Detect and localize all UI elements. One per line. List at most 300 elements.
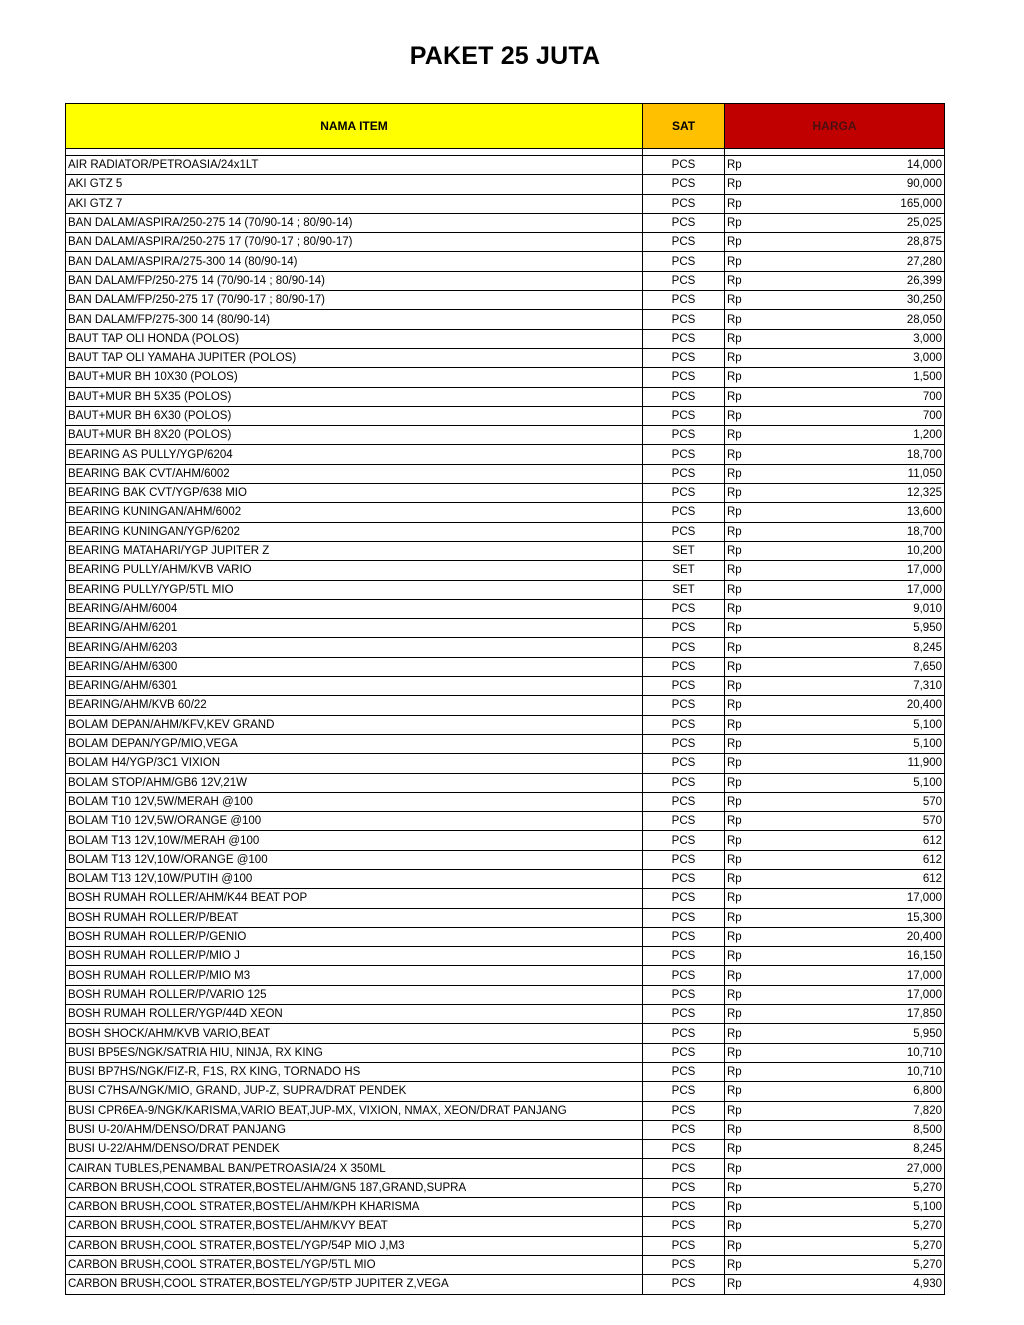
- currency-cell: Rp: [725, 233, 755, 252]
- table-row: [66, 233, 945, 252]
- item-price-cell: 7,650: [755, 657, 945, 676]
- item-unit-cell: PCS: [643, 175, 725, 194]
- item-unit-cell: PCS: [643, 985, 725, 1004]
- table-row: [66, 522, 945, 541]
- table-row: [66, 734, 945, 753]
- table-row: [66, 1120, 945, 1139]
- item-name-cell: BOSH RUMAH ROLLER/P/MIO J: [66, 947, 643, 966]
- item-name-cell: BOLAM DEPAN/AHM/KFV,KEV GRAND: [66, 715, 643, 734]
- item-unit-cell: PCS: [643, 445, 725, 464]
- item-price-cell: 5,950: [755, 1024, 945, 1043]
- currency-cell: Rp: [725, 156, 755, 175]
- currency-cell: Rp: [725, 1120, 755, 1139]
- item-unit-cell: PCS: [643, 889, 725, 908]
- item-price-cell: 700: [755, 387, 945, 406]
- table-row: [66, 1275, 945, 1294]
- item-price-cell: 18,700: [755, 445, 945, 464]
- currency-cell: Rp: [725, 1236, 755, 1255]
- item-name-cell: BEARING/AHM/6201: [66, 619, 643, 638]
- currency-cell: Rp: [725, 406, 755, 425]
- item-name-cell: BEARING MATAHARI/YGP JUPITER Z: [66, 541, 643, 560]
- item-unit-cell: PCS: [643, 213, 725, 232]
- item-name-cell: BUSI U-20/AHM/DENSO/DRAT PANJANG: [66, 1120, 643, 1139]
- item-name-cell: BOLAM STOP/AHM/GB6 12V,21W: [66, 773, 643, 792]
- currency-cell: Rp: [725, 503, 755, 522]
- currency-cell: Rp: [725, 985, 755, 1004]
- table-row: [66, 927, 945, 946]
- item-unit-cell: PCS: [643, 1159, 725, 1178]
- currency-cell: Rp: [725, 927, 755, 946]
- item-unit-cell: PCS: [643, 1062, 725, 1081]
- item-name-cell: BAN DALAM/ASPIRA/250-275 14 (70/90-14 ; 80/90-14): [66, 213, 643, 232]
- table-row: [66, 812, 945, 831]
- item-unit-cell: PCS: [643, 271, 725, 290]
- item-unit-cell: PCS: [643, 966, 725, 985]
- item-name-cell: BOSH RUMAH ROLLER/P/BEAT: [66, 908, 643, 927]
- table-row: [66, 175, 945, 194]
- item-price-cell: 570: [755, 792, 945, 811]
- item-name-cell: BOSH RUMAH ROLLER/P/VARIO 125: [66, 985, 643, 1004]
- item-price-cell: 7,820: [755, 1101, 945, 1120]
- item-price-cell: 17,850: [755, 1005, 945, 1024]
- item-price-cell: 28,875: [755, 233, 945, 252]
- item-unit-cell: PCS: [643, 1120, 725, 1139]
- item-price-cell: 5,270: [755, 1236, 945, 1255]
- item-price-cell: 3,000: [755, 348, 945, 367]
- item-unit-cell: PCS: [643, 734, 725, 753]
- item-unit-cell: PCS: [643, 368, 725, 387]
- table-row: [66, 1062, 945, 1081]
- item-unit-cell: PCS: [643, 773, 725, 792]
- item-name-cell: AIR RADIATOR/PETROASIA/24x1LT: [66, 156, 643, 175]
- item-unit-cell: PCS: [643, 1043, 725, 1062]
- item-price-cell: 13,600: [755, 503, 945, 522]
- table-row: [66, 1217, 945, 1236]
- header-harga: HARGA: [725, 104, 945, 149]
- item-unit-cell: PCS: [643, 869, 725, 888]
- currency-cell: Rp: [725, 522, 755, 541]
- item-unit-cell: PCS: [643, 484, 725, 503]
- currency-cell: Rp: [725, 1198, 755, 1217]
- item-price-cell: 3,000: [755, 329, 945, 348]
- table-row: [66, 348, 945, 367]
- price-table: [65, 103, 945, 1295]
- item-unit-cell: PCS: [643, 715, 725, 734]
- currency-cell: Rp: [725, 734, 755, 753]
- item-price-cell: 27,280: [755, 252, 945, 271]
- currency-cell: Rp: [725, 1043, 755, 1062]
- currency-cell: Rp: [725, 1024, 755, 1043]
- currency-cell: Rp: [725, 252, 755, 271]
- item-price-cell: 26,399: [755, 271, 945, 290]
- item-price-cell: 10,710: [755, 1043, 945, 1062]
- item-unit-cell: PCS: [643, 947, 725, 966]
- table-row: [66, 1005, 945, 1024]
- currency-cell: Rp: [725, 908, 755, 927]
- currency-cell: Rp: [725, 1062, 755, 1081]
- item-name-cell: BOSH RUMAH ROLLER/P/MIO M3: [66, 966, 643, 985]
- item-unit-cell: PCS: [643, 252, 725, 271]
- table-row: [66, 445, 945, 464]
- item-name-cell: CARBON BRUSH,COOL STRATER,BOSTEL/AHM/GN5 187,GRAND,SUPRA: [66, 1178, 643, 1197]
- currency-cell: Rp: [725, 291, 755, 310]
- currency-cell: Rp: [725, 889, 755, 908]
- table-row: [66, 1198, 945, 1217]
- item-price-cell: 12,325: [755, 484, 945, 503]
- table-row: [66, 947, 945, 966]
- item-unit-cell: PCS: [643, 1101, 725, 1120]
- item-price-cell: 5,270: [755, 1178, 945, 1197]
- table-row: [66, 368, 945, 387]
- item-unit-cell: PCS: [643, 1178, 725, 1197]
- currency-cell: Rp: [725, 657, 755, 676]
- item-unit-cell: PCS: [643, 812, 725, 831]
- currency-cell: Rp: [725, 792, 755, 811]
- item-unit-cell: PCS: [643, 1198, 725, 1217]
- item-price-cell: 5,100: [755, 734, 945, 753]
- item-price-cell: 16,150: [755, 947, 945, 966]
- table-row: [66, 310, 945, 329]
- item-unit-cell: PCS: [643, 619, 725, 638]
- item-name-cell: AKI GTZ 7: [66, 194, 643, 213]
- item-name-cell: BOLAM H4/YGP/3C1 VIXION: [66, 754, 643, 773]
- item-name-cell: AKI GTZ 5: [66, 175, 643, 194]
- header-nama-item: NAMA ITEM: [66, 104, 643, 149]
- table-row: [66, 156, 945, 175]
- table-row: [66, 831, 945, 850]
- item-name-cell: BOLAM T13 12V,10W/ORANGE @100: [66, 850, 643, 869]
- item-price-cell: 11,050: [755, 464, 945, 483]
- table-row: [66, 657, 945, 676]
- item-price-cell: 17,000: [755, 580, 945, 599]
- item-name-cell: BOSH RUMAH ROLLER/YGP/44D XEON: [66, 1005, 643, 1024]
- item-unit-cell: PCS: [643, 1140, 725, 1159]
- item-name-cell: BEARING/AHM/6203: [66, 638, 643, 657]
- item-unit-cell: PCS: [643, 1255, 725, 1274]
- item-price-cell: 9,010: [755, 599, 945, 618]
- page-title: PAKET 25 JUTA: [409, 42, 601, 70]
- item-price-cell: 8,245: [755, 638, 945, 657]
- currency-cell: Rp: [725, 677, 755, 696]
- item-price-cell: 700: [755, 406, 945, 425]
- item-unit-cell: PCS: [643, 927, 725, 946]
- item-name-cell: BOSH RUMAH ROLLER/P/GENIO: [66, 927, 643, 946]
- item-price-cell: 90,000: [755, 175, 945, 194]
- table-row: [66, 387, 945, 406]
- item-unit-cell: PCS: [643, 1082, 725, 1101]
- table-body: [66, 149, 945, 1295]
- item-price-cell: 14,000: [755, 156, 945, 175]
- table-row: [66, 406, 945, 425]
- item-price-cell: 25,025: [755, 213, 945, 232]
- table-row: [66, 908, 945, 927]
- currency-cell: Rp: [725, 1178, 755, 1197]
- header-row: [66, 104, 945, 149]
- item-name-cell: BEARING/AHM/KVB 60/22: [66, 696, 643, 715]
- table-row: [66, 1159, 945, 1178]
- table-row: [66, 213, 945, 232]
- item-unit-cell: PCS: [643, 194, 725, 213]
- item-price-cell: 17,000: [755, 985, 945, 1004]
- item-price-cell: 20,400: [755, 927, 945, 946]
- item-unit-cell: PCS: [643, 310, 725, 329]
- item-name-cell: BOSH SHOCK/AHM/KVB VARIO,BEAT: [66, 1024, 643, 1043]
- item-price-cell: 17,000: [755, 561, 945, 580]
- item-unit-cell: PCS: [643, 233, 725, 252]
- item-price-cell: 570: [755, 812, 945, 831]
- table-row: [66, 696, 945, 715]
- item-price-cell: 7,310: [755, 677, 945, 696]
- currency-cell: Rp: [725, 638, 755, 657]
- item-unit-cell: PCS: [643, 1217, 725, 1236]
- currency-cell: Rp: [725, 561, 755, 580]
- item-price-cell: 612: [755, 869, 945, 888]
- currency-cell: Rp: [725, 966, 755, 985]
- item-name-cell: BAUT+MUR BH 5X35 (POLOS): [66, 387, 643, 406]
- table-row: [66, 1178, 945, 1197]
- item-unit-cell: PCS: [643, 638, 725, 657]
- currency-cell: Rp: [725, 773, 755, 792]
- table-row: [66, 677, 945, 696]
- currency-cell: Rp: [725, 580, 755, 599]
- currency-cell: Rp: [725, 175, 755, 194]
- item-price-cell: 5,950: [755, 619, 945, 638]
- item-unit-cell: PCS: [643, 503, 725, 522]
- item-price-cell: 17,000: [755, 966, 945, 985]
- item-unit-cell: SET: [643, 580, 725, 599]
- spacer-row: [66, 149, 945, 156]
- table-row: [66, 1255, 945, 1274]
- item-name-cell: BEARING PULLY/AHM/KVB VARIO: [66, 561, 643, 580]
- item-price-cell: 11,900: [755, 754, 945, 773]
- item-unit-cell: PCS: [643, 599, 725, 618]
- table-row: [66, 291, 945, 310]
- table-row: [66, 792, 945, 811]
- item-unit-cell: PCS: [643, 522, 725, 541]
- currency-cell: Rp: [725, 368, 755, 387]
- currency-cell: Rp: [725, 329, 755, 348]
- item-name-cell: BUSI BP7HS/NGK/FIZ-R, F1S, RX KING, TORNADO HS: [66, 1062, 643, 1081]
- table-row: [66, 985, 945, 1004]
- currency-cell: Rp: [725, 348, 755, 367]
- currency-cell: Rp: [725, 1101, 755, 1120]
- table-row: [66, 889, 945, 908]
- item-unit-cell: SET: [643, 561, 725, 580]
- item-unit-cell: PCS: [643, 677, 725, 696]
- item-unit-cell: PCS: [643, 908, 725, 927]
- table-row: [66, 1140, 945, 1159]
- item-unit-cell: PCS: [643, 696, 725, 715]
- item-name-cell: BOLAM T13 12V,10W/MERAH @100: [66, 831, 643, 850]
- item-price-cell: 5,100: [755, 773, 945, 792]
- table-row: [66, 773, 945, 792]
- item-price-cell: 5,100: [755, 715, 945, 734]
- currency-cell: Rp: [725, 426, 755, 445]
- item-unit-cell: PCS: [643, 1236, 725, 1255]
- item-name-cell: BEARING/AHM/6004: [66, 599, 643, 618]
- table-row: [66, 715, 945, 734]
- currency-cell: Rp: [725, 1005, 755, 1024]
- table-row: [66, 541, 945, 560]
- item-name-cell: CARBON BRUSH,COOL STRATER,BOSTEL/AHM/KVY BEAT: [66, 1217, 643, 1236]
- table-row: [66, 619, 945, 638]
- item-price-cell: 165,000: [755, 194, 945, 213]
- item-name-cell: BAUT+MUR BH 10X30 (POLOS): [66, 368, 643, 387]
- currency-cell: Rp: [725, 1140, 755, 1159]
- item-name-cell: BOLAM DEPAN/YGP/MIO,VEGA: [66, 734, 643, 753]
- item-price-cell: 1,500: [755, 368, 945, 387]
- item-price-cell: 27,000: [755, 1159, 945, 1178]
- table-row: [66, 1101, 945, 1120]
- currency-cell: Rp: [725, 1159, 755, 1178]
- currency-cell: Rp: [725, 194, 755, 213]
- currency-cell: Rp: [725, 812, 755, 831]
- header-sat: SAT: [643, 104, 725, 149]
- item-price-cell: 18,700: [755, 522, 945, 541]
- item-unit-cell: PCS: [643, 329, 725, 348]
- table-row: [66, 426, 945, 445]
- table-row: [66, 580, 945, 599]
- item-unit-cell: PCS: [643, 426, 725, 445]
- currency-cell: Rp: [725, 213, 755, 232]
- table-row: [66, 599, 945, 618]
- currency-cell: Rp: [725, 850, 755, 869]
- table-row: [66, 561, 945, 580]
- item-price-cell: 20,400: [755, 696, 945, 715]
- table-row: [66, 1024, 945, 1043]
- item-name-cell: CARBON BRUSH,COOL STRATER,BOSTEL/YGP/5TP JUPITER Z,VEGA: [66, 1275, 643, 1294]
- table-row: [66, 271, 945, 290]
- item-name-cell: BEARING/AHM/6301: [66, 677, 643, 696]
- currency-cell: Rp: [725, 947, 755, 966]
- currency-cell: Rp: [725, 754, 755, 773]
- table-row: [66, 503, 945, 522]
- currency-cell: Rp: [725, 387, 755, 406]
- currency-cell: Rp: [725, 445, 755, 464]
- currency-cell: Rp: [725, 1082, 755, 1101]
- item-name-cell: BAN DALAM/FP/250-275 14 (70/90-14 ; 80/90-14): [66, 271, 643, 290]
- item-name-cell: BAUT TAP OLI HONDA (POLOS): [66, 329, 643, 348]
- currency-cell: Rp: [725, 869, 755, 888]
- item-name-cell: CAIRAN TUBLES,PENAMBAL BAN/PETROASIA/24 X 350ML: [66, 1159, 643, 1178]
- table-row: [66, 329, 945, 348]
- table-row: [66, 869, 945, 888]
- table-row: [66, 638, 945, 657]
- item-price-cell: 6,800: [755, 1082, 945, 1101]
- currency-cell: Rp: [725, 310, 755, 329]
- item-name-cell: CARBON BRUSH,COOL STRATER,BOSTEL/YGP/5TL MIO: [66, 1255, 643, 1274]
- item-unit-cell: PCS: [643, 291, 725, 310]
- currency-cell: Rp: [725, 484, 755, 503]
- item-price-cell: 8,245: [755, 1140, 945, 1159]
- item-price-cell: 10,200: [755, 541, 945, 560]
- currency-cell: Rp: [725, 1275, 755, 1294]
- item-unit-cell: PCS: [643, 348, 725, 367]
- item-unit-cell: PCS: [643, 387, 725, 406]
- table-row: [66, 1236, 945, 1255]
- table-row: [66, 194, 945, 213]
- table-row: [66, 1082, 945, 1101]
- item-unit-cell: PCS: [643, 1005, 725, 1024]
- item-price-cell: 17,000: [755, 889, 945, 908]
- item-name-cell: BAUT+MUR BH 6X30 (POLOS): [66, 406, 643, 425]
- item-price-cell: 8,500: [755, 1120, 945, 1139]
- item-price-cell: 30,250: [755, 291, 945, 310]
- item-name-cell: BAUT TAP OLI YAMAHA JUPITER (POLOS): [66, 348, 643, 367]
- item-name-cell: BOLAM T10 12V,5W/ORANGE @100: [66, 812, 643, 831]
- item-name-cell: BEARING PULLY/YGP/5TL MIO: [66, 580, 643, 599]
- item-name-cell: BUSI U-22/AHM/DENSO/DRAT PENDEK: [66, 1140, 643, 1159]
- item-price-cell: 28,050: [755, 310, 945, 329]
- currency-cell: Rp: [725, 599, 755, 618]
- table-row: [66, 484, 945, 503]
- item-price-cell: 612: [755, 831, 945, 850]
- item-name-cell: CARBON BRUSH,COOL STRATER,BOSTEL/YGP/54P MIO J,M3: [66, 1236, 643, 1255]
- item-name-cell: BEARING KUNINGAN/YGP/6202: [66, 522, 643, 541]
- item-name-cell: BOLAM T13 12V,10W/PUTIH @100: [66, 869, 643, 888]
- item-price-cell: 1,200: [755, 426, 945, 445]
- table-row: [66, 754, 945, 773]
- item-unit-cell: PCS: [643, 156, 725, 175]
- item-name-cell: BAN DALAM/FP/250-275 17 (70/90-17 ; 80/90-17): [66, 291, 643, 310]
- table-row: [66, 252, 945, 271]
- item-unit-cell: SET: [643, 541, 725, 560]
- item-price-cell: 4,930: [755, 1275, 945, 1294]
- item-name-cell: BAN DALAM/FP/275-300 14 (80/90-14): [66, 310, 643, 329]
- item-name-cell: BUSI CPR6EA-9/NGK/KARISMA,VARIO BEAT,JUP-MX, VIXION, NMAX, XEON/DRAT PANJANG: [66, 1101, 643, 1120]
- item-unit-cell: PCS: [643, 1024, 725, 1043]
- item-name-cell: BUSI BP5ES/NGK/SATRIA HIU, NINJA, RX KING: [66, 1043, 643, 1062]
- item-unit-cell: PCS: [643, 406, 725, 425]
- item-name-cell: BEARING AS PULLY/YGP/6204: [66, 445, 643, 464]
- item-price-cell: 10,710: [755, 1062, 945, 1081]
- item-unit-cell: PCS: [643, 792, 725, 811]
- currency-cell: Rp: [725, 1255, 755, 1274]
- item-name-cell: CARBON BRUSH,COOL STRATER,BOSTEL/AHM/KPH KHARISMA: [66, 1198, 643, 1217]
- item-name-cell: BEARING KUNINGAN/AHM/6002: [66, 503, 643, 522]
- item-unit-cell: PCS: [643, 850, 725, 869]
- table-row: [66, 1043, 945, 1062]
- table-row: [66, 850, 945, 869]
- item-name-cell: BAN DALAM/ASPIRA/250-275 17 (70/90-17 ; 80/90-17): [66, 233, 643, 252]
- item-unit-cell: PCS: [643, 464, 725, 483]
- currency-cell: Rp: [725, 831, 755, 850]
- item-price-cell: 5,270: [755, 1255, 945, 1274]
- currency-cell: Rp: [725, 715, 755, 734]
- currency-cell: Rp: [725, 1217, 755, 1236]
- item-price-cell: 5,100: [755, 1198, 945, 1217]
- currency-cell: Rp: [725, 696, 755, 715]
- item-unit-cell: PCS: [643, 831, 725, 850]
- table-row: [66, 464, 945, 483]
- currency-cell: Rp: [725, 541, 755, 560]
- currency-cell: Rp: [725, 271, 755, 290]
- item-unit-cell: PCS: [643, 1275, 725, 1294]
- item-price-cell: 15,300: [755, 908, 945, 927]
- item-name-cell: BOSH RUMAH ROLLER/AHM/K44 BEAT POP: [66, 889, 643, 908]
- item-name-cell: BOLAM T10 12V,5W/MERAH @100: [66, 792, 643, 811]
- item-name-cell: BEARING BAK CVT/YGP/638 MIO: [66, 484, 643, 503]
- item-price-cell: 612: [755, 850, 945, 869]
- currency-cell: Rp: [725, 619, 755, 638]
- currency-cell: Rp: [725, 464, 755, 483]
- item-name-cell: BUSI C7HSA/NGK/MIO, GRAND, JUP-Z, SUPRA/DRAT PENDEK: [66, 1082, 643, 1101]
- item-unit-cell: PCS: [643, 657, 725, 676]
- item-name-cell: BEARING BAK CVT/AHM/6002: [66, 464, 643, 483]
- item-name-cell: BEARING/AHM/6300: [66, 657, 643, 676]
- item-name-cell: BAUT+MUR BH 8X20 (POLOS): [66, 426, 643, 445]
- table-row: [66, 966, 945, 985]
